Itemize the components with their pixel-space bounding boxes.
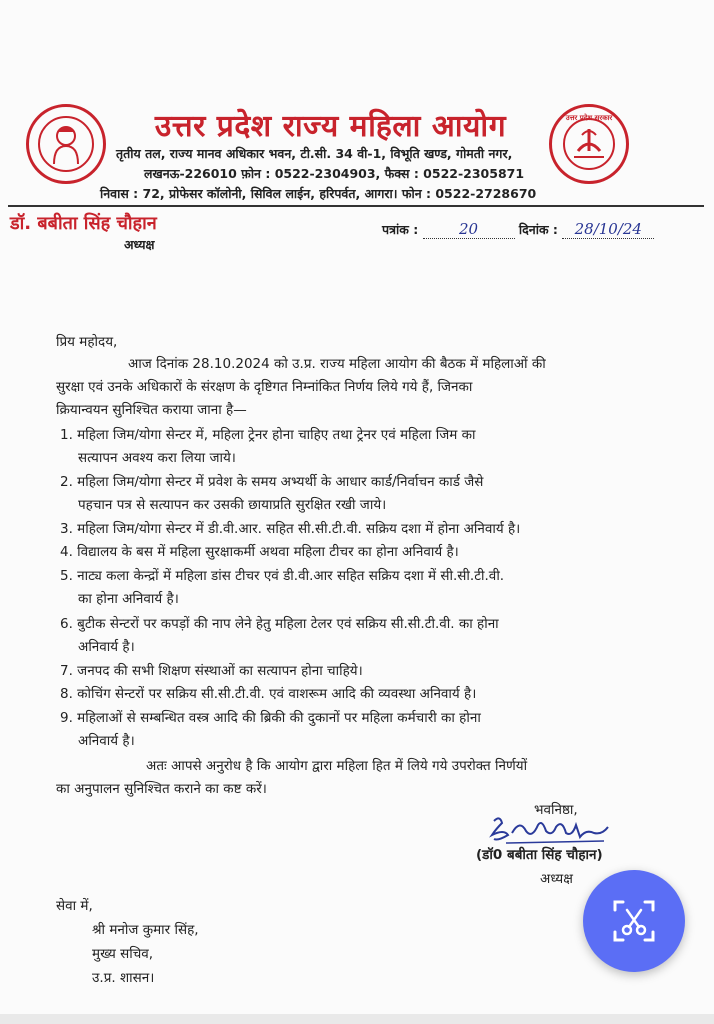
decision-item-6-cont: अनिवार्य है। [78,639,135,655]
to-label: सेवा में, [56,898,93,914]
signatory-title: अध्यक्ष [540,871,573,887]
signatory-name: (डॉ0 बबीता सिंह चौहान) [476,847,603,863]
decision-item-5-cont: का होना अनिवार्य है। [78,591,179,607]
up-govt-emblem-icon [549,104,629,184]
scissors-crop-icon [611,898,657,944]
organization-name: उत्तर प्रदेश राज्य महिला आयोग [154,109,507,144]
decision-item-1-cont: सत्यापन अवश्य करा लिया जाये। [78,450,236,466]
closing-line: का अनुपालन सुनिश्चित कराने का कष्ट करें। [56,781,267,797]
decision-item-2-cont: पहचान पत्र से सत्यापन कर उसकी छायाप्रति सुरक्षित रखी जाये। [78,497,387,513]
reference-block [382,220,654,239]
address-line-1: तृतीय तल, राज्य मानव अधिकार भवन, टी.सी. 34 वी-1, विभूति खण्ड, गोमती नगर, [116,146,513,161]
recipient-name: श्री मनोज कुमार सिंह, [92,922,199,938]
decision-item-9-cont: अनिवार्य है। [78,733,135,749]
address-line-2: लखनऊ-226010 फ़ोन : 0522-2304903, फैक्स : 0522-2305871 [144,166,525,181]
closing-line: अतः आपसे अनुरोध है कि आयोग द्वारा महिला हित में लिये गये उपरोक्त निर्णयों [146,758,528,774]
decision-item-3: 3. महिला जिम/योगा सेन्टर में डी.वी.आर. सहित सी.सी.टी.वी. सक्रिय दशा में होना अनिवार्य है। [60,521,521,537]
date-label: दिनांक : [518,222,558,237]
chairperson-title: अध्यक्ष [124,237,155,252]
crop-screenshot-button[interactable] [583,870,685,972]
chairperson-name: डॉ. बबीता सिंह चौहान [10,213,157,234]
decision-item-7: 7. जनपद की सभी शिक्षण संस्थाओं का सत्यापन होना चाहिये। [60,663,363,679]
date-value: 28/10/24 [574,220,642,238]
decision-item-9: 9. महिलाओं से सम्बन्धित वस्त्र आदि की ब्रिकी की दुकानों पर महिला कर्मचारी का होना [60,710,481,726]
intro-line: क्रियान्वयन सुनिश्चित कराया जाना है— [56,402,247,418]
intro-line: सुरक्षा एवं उनके अधिकारों के संरक्षण के दृष्टिगत निम्नांकित निर्णय लिये गये हैं, जिनका [56,379,473,395]
right-seal-text: उत्तर प्रदेश सरकार [565,114,613,122]
decision-item-1: 1. महिला जिम/योगा सेन्टर में, महिला ट्रेनर होना चाहिए तथा ट्रेनर एवं महिला जिम का [60,427,476,443]
commission-emblem-icon [26,104,106,184]
bottom-edge [0,1014,714,1024]
decision-item-2: 2. महिला जिम/योगा सेन्टर में प्रवेश के समय अभ्यर्थी के आधार कार्ड/निर्वाचन कार्ड जैसे [60,474,484,490]
ref-label: पत्रांक : [382,222,419,237]
salutation: प्रिय महोदय, [56,334,118,350]
decision-item-8: 8. कोचिंग सेन्टरों पर सक्रिय सी.सी.टी.वी. एवं वाशरूम आदि की व्यवस्था अनिवार्य है। [60,686,477,702]
decision-item-6: 6. बुटीक सेन्टरों पर कपड़ों की नाप लेने हेतु महिला टेलर एवं सक्रिय सी.सी.टी.वी. का होना [60,616,499,632]
decision-item-5: 5. नाट्य कला केन्द्रों में महिला डांस टीचर एवं डी.वी.आर सहित सक्रिय दशा में सी.सी.टी.वी. [60,568,505,584]
handwritten-signature [486,811,616,849]
recipient-title: मुख्य सचिव, [92,946,154,962]
recipient-org: उ.प्र. शासन। [92,970,155,986]
intro-line: आज दिनांक 28.10.2024 को उ.प्र. राज्य महिला आयोग की बैठक में महिलाओं की [128,356,546,372]
ref-value: 20 [459,220,479,238]
decision-item-4: 4. विद्यालय के बस में महिला सुरक्षाकर्मी अथवा महिला टीचर का होना अनिवार्य है। [60,544,459,560]
letterhead-divider [8,205,704,207]
address-line-3: निवास : 72, प्रोफेसर कॉलोनी, सिविल लाईन, हरिपर्वत, आगरा। फोन : 0522-2728670 [100,186,537,201]
valediction: भवनिष्ठा, [534,802,578,818]
